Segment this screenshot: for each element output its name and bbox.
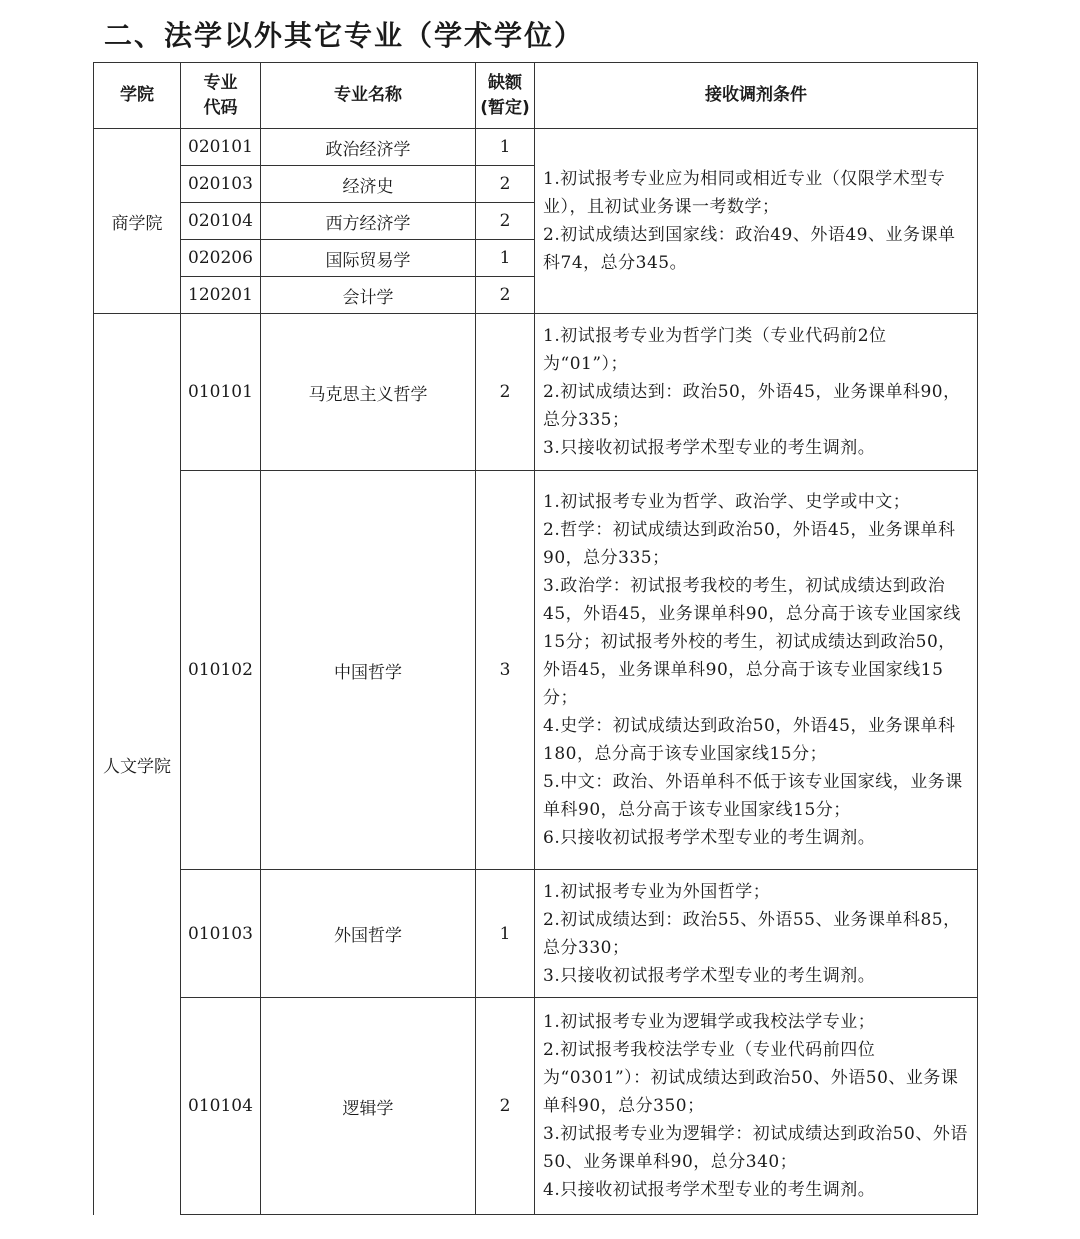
conditions-cell: [535, 870, 978, 998]
table-row: [94, 870, 978, 998]
condition-line: 4.只接收初试报考学术型专业的考生调剂。: [543, 1180, 876, 1200]
conditions-business: [535, 129, 978, 314]
condition-line: 3.只接收初试报考学术型专业的考生调剂。: [543, 965, 876, 986]
header-code: [181, 63, 261, 129]
quota: 2: [476, 166, 535, 203]
quota: 1: [476, 240, 535, 277]
condition-line: 3.政治学：初试报考我校的考生，初试成绩达到政治45，外语45，业务课单科90，总分高于该专业国家线15分；初试报考外校的考生，初试成绩达到政治50，外语45，业务课单科90，总分高于该专业国家线15分；: [543, 576, 961, 708]
header-quota-line1: 缺额: [488, 72, 522, 93]
major-name: 逻辑学: [261, 998, 476, 1215]
quota: 1: [476, 129, 535, 166]
major-name: 政治经济学: [261, 129, 476, 166]
major-code: 020101: [181, 129, 261, 166]
college-humanities: 人文学院: [94, 314, 181, 1215]
quota: 3: [476, 471, 535, 870]
table-row: [94, 129, 978, 166]
quota: 2: [476, 314, 535, 471]
major-code: 010102: [181, 471, 261, 870]
condition-line: 3.初试报考专业为逻辑学：初试成绩达到政治50、外语50、业务课单科90，总分340；: [543, 1124, 968, 1172]
header-code-line1: 专业: [203, 72, 238, 93]
condition-line: 1.初试报考专业为逻辑学或我校法学专业；: [543, 1012, 876, 1032]
major-name: 马克思主义哲学: [261, 314, 476, 471]
table-row: [94, 998, 978, 1215]
major-code: 010103: [181, 870, 261, 998]
major-name: 外国哲学: [261, 870, 476, 998]
quota: 2: [476, 277, 535, 314]
quota: 2: [476, 203, 535, 240]
table-row: [94, 314, 978, 471]
section-heading: 二、法学以外其它专业（学术学位）: [104, 19, 585, 52]
header-conditions: 接收调剂条件: [535, 63, 978, 129]
condition-line: 1.初试报考专业为哲学门类（专业代码前2位为“01”）；: [543, 326, 887, 374]
quota: 1: [476, 870, 535, 998]
header-name: 专业名称: [261, 63, 476, 129]
major-code: 010104: [181, 998, 261, 1215]
table-row: [94, 471, 978, 870]
condition-line: 5.中文：政治、外语单科不低于该专业国家线，业务课单科90，总分高于该专业国家线15分；: [543, 772, 963, 820]
condition-line: 1.初试报考专业应为相同或相近专业（仅限学术型专业），且初试业务课一考数学；: [543, 169, 946, 217]
major-name: 国际贸易学: [261, 240, 476, 277]
major-code: 020103: [181, 166, 261, 203]
major-name: 中国哲学: [261, 471, 476, 870]
conditions-cell: [535, 314, 978, 471]
condition-line: 3.只接收初试报考学术型专业的考生调剂。: [543, 438, 876, 458]
college-business: 商学院: [94, 129, 181, 314]
quota: 2: [476, 998, 535, 1215]
header-code-line2: 代码: [203, 97, 238, 118]
condition-line: 2.初试成绩达到：政治50，外语45，业务课单科90，总分335；: [543, 382, 961, 430]
condition-line: 4.史学：初试成绩达到政治50，外语45，业务课单科180，总分高于该专业国家线15分；: [543, 716, 956, 764]
condition-line: 1.初试报考专业为外国哲学；: [543, 881, 771, 902]
major-name: 会计学: [261, 277, 476, 314]
condition-line: 2.初试成绩达到：政治55、外语55、业务课单科85，总分330；: [543, 909, 961, 958]
conditions-cell: [535, 998, 978, 1215]
table-header-row: [94, 63, 978, 129]
major-code: 020104: [181, 203, 261, 240]
condition-line: 6.只接收初试报考学术型专业的考生调剂。: [543, 828, 876, 848]
major-code: 010101: [181, 314, 261, 471]
condition-line: 2.初试报考我校法学专业（专业代码前四位为“0301”）：初试成绩达到政治50、外语50、业务课单科90，总分350；: [543, 1040, 959, 1116]
major-code: 020206: [181, 240, 261, 277]
major-code: 120201: [181, 277, 261, 314]
header-quota: [476, 63, 535, 129]
major-name: 西方经济学: [261, 203, 476, 240]
conditions-cell: [535, 471, 978, 870]
condition-line: 1.初试报考专业为哲学、政治学、史学或中文；: [543, 492, 911, 512]
header-college: 学院: [94, 63, 181, 129]
condition-line: 2.哲学：初试成绩达到政治50，外语45，业务课单科90，总分335；: [543, 520, 956, 568]
header-quota-line2: (暂定): [480, 97, 530, 118]
condition-line: 2.初试成绩达到国家线：政治49、外语49、业务课单科74，总分345。: [543, 225, 956, 273]
major-name: 经济史: [261, 166, 476, 203]
transfer-table: [93, 62, 978, 1215]
